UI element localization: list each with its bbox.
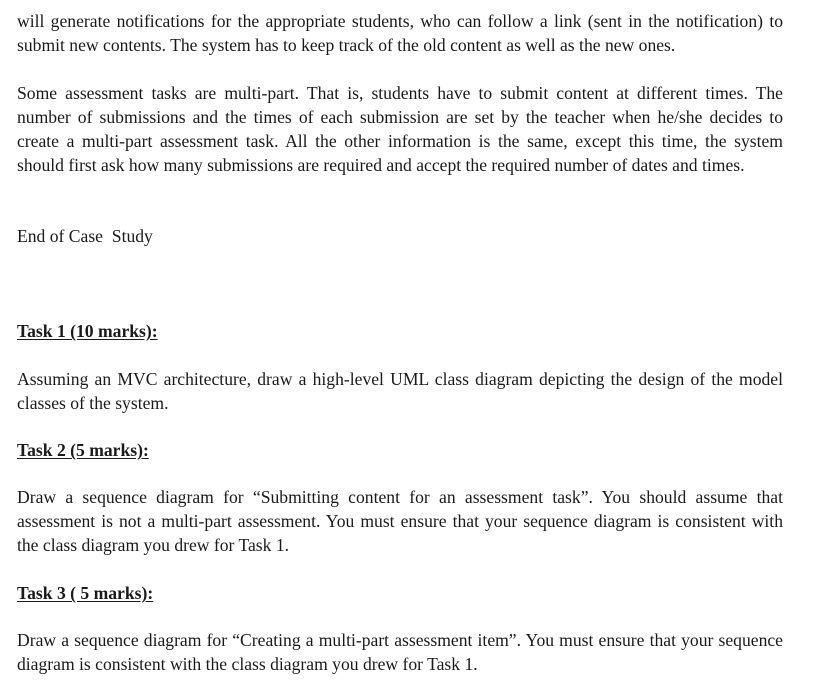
multipart-paragraph: Some assessment tasks are multi-part. That is, students have to submit content at different times. The number of submissions and the times of each submission are set by the teacher when he/she decides to create a multi-part assessment task. All the other information is the same, except this time, the system should first ask how many submissions are required and accept the required number of dates and times.	[17, 83, 783, 175]
end-of-case-study: End of Case Study	[17, 226, 153, 246]
intro-paragraph: will generate notifications for the appropriate students, who can follow a link (sent in the notification) to submit new contents. The system has to keep track of the old content as well as the new ones.	[17, 11, 783, 55]
task-2-body: Draw a sequence diagram for “Submitting content for an assessment task”. You should assume that assessment is not a multi-part assessment. You must ensure that your sequence diagram is consistent with the class diagram you drew for Task 1.	[17, 487, 783, 555]
task-1-heading: Task 1 (10 marks):	[17, 321, 158, 341]
task-2-heading: Task 2 (5 marks):	[17, 440, 149, 460]
task-3-body: Draw a sequence diagram for “Creating a multi-part assessment item”. You must ensure that your sequence diagram is consistent with the class diagram you drew for Task 1.	[17, 630, 783, 674]
task-1-body: Assuming an MVC architecture, draw a high-level UML class diagram depicting the design of the model classes of the system.	[17, 369, 783, 413]
task-3-heading: Task 3 ( 5 marks):	[17, 583, 154, 603]
